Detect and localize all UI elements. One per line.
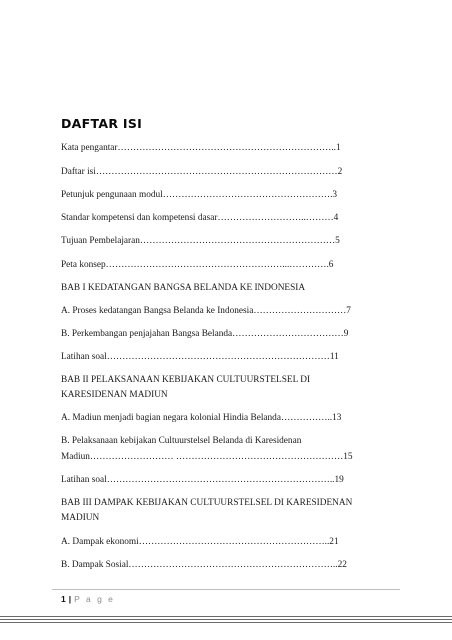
bottom-rule-1 <box>0 616 452 617</box>
footer-pipe: | <box>68 594 72 604</box>
toc-entry-kata-pengantar: Kata pengantar……………………………………………………………..1 <box>61 143 341 153</box>
toc-entry-peta-konsep: Peta konsep…………………………………………………...………….6 <box>61 260 334 270</box>
toc-entry-daftar-isi: Daftar isi……………………………………………………………………2 <box>61 167 343 177</box>
page-number: 1 <box>61 594 66 604</box>
toc-chapter-2-line2: KARESIDENAN MADIUN <box>61 390 168 400</box>
toc-entry-2b-line2: Madiun……………………… ………………………………………………15 <box>61 452 353 462</box>
toc-chapter-3-line2: MADIUN <box>61 513 100 523</box>
toc-chapter-2-line1: BAB II PELAKSANAAN KEBIJAKAN CULTUURSTELSEL DI <box>61 375 311 385</box>
page-footer <box>61 594 115 604</box>
toc-entry-latihan-1: Latihan soal………………………………………………………………11 <box>61 352 339 362</box>
toc-entry-3a: A. Dampak ekonomi……………………………………………………..21 <box>61 537 339 547</box>
toc-entry-tujuan: Tujuan Pembelajaran………………………………………………………5 <box>61 236 340 246</box>
toc-entry-standar-kompetensi: Standar kompetensi dan kompetensi dasar………………………..………4 <box>61 213 339 223</box>
bottom-rule-3 <box>0 622 452 623</box>
toc-entry-1a: A. Proses kedatangan Bangsa Belanda ke Indonesia…………………………7 <box>61 306 351 316</box>
toc-entry-2b-line1: B. Pelaksanaan kebijakan Cultuurstelsel Belanda di Karesidenan <box>61 436 302 446</box>
bottom-rule-2 <box>0 619 452 620</box>
toc-entry-1b: B. Perkembangan penjajahan Bangsa Belanda………………………………9 <box>61 329 349 339</box>
footer-separator <box>52 589 400 590</box>
toc-entry-2a: A. Madiun menjadi bagian negara kolonial Hindia Belanda……………..13 <box>61 413 342 423</box>
page-title: DAFTAR ISI <box>61 116 143 131</box>
toc-entry-petunjuk: Petunjuk pengunaan modul……………………………………………….3 <box>61 190 338 200</box>
page-word: P a g e <box>74 594 115 604</box>
toc-entry-latihan-2: Latihan soal………………………………………………………………..19 <box>61 475 344 485</box>
toc-chapter-3-line1: BAB III DAMPAK KEBIJAKAN CULTUURSTELSEL DI KARESIDENAN <box>61 498 353 508</box>
toc-entry-3b: B. Dampak Sosial…………………………………………………………..22 <box>61 560 347 570</box>
toc-chapter-1: BAB I KEDATANGAN BANGSA BELANDA KE INDONESIA <box>61 283 306 293</box>
